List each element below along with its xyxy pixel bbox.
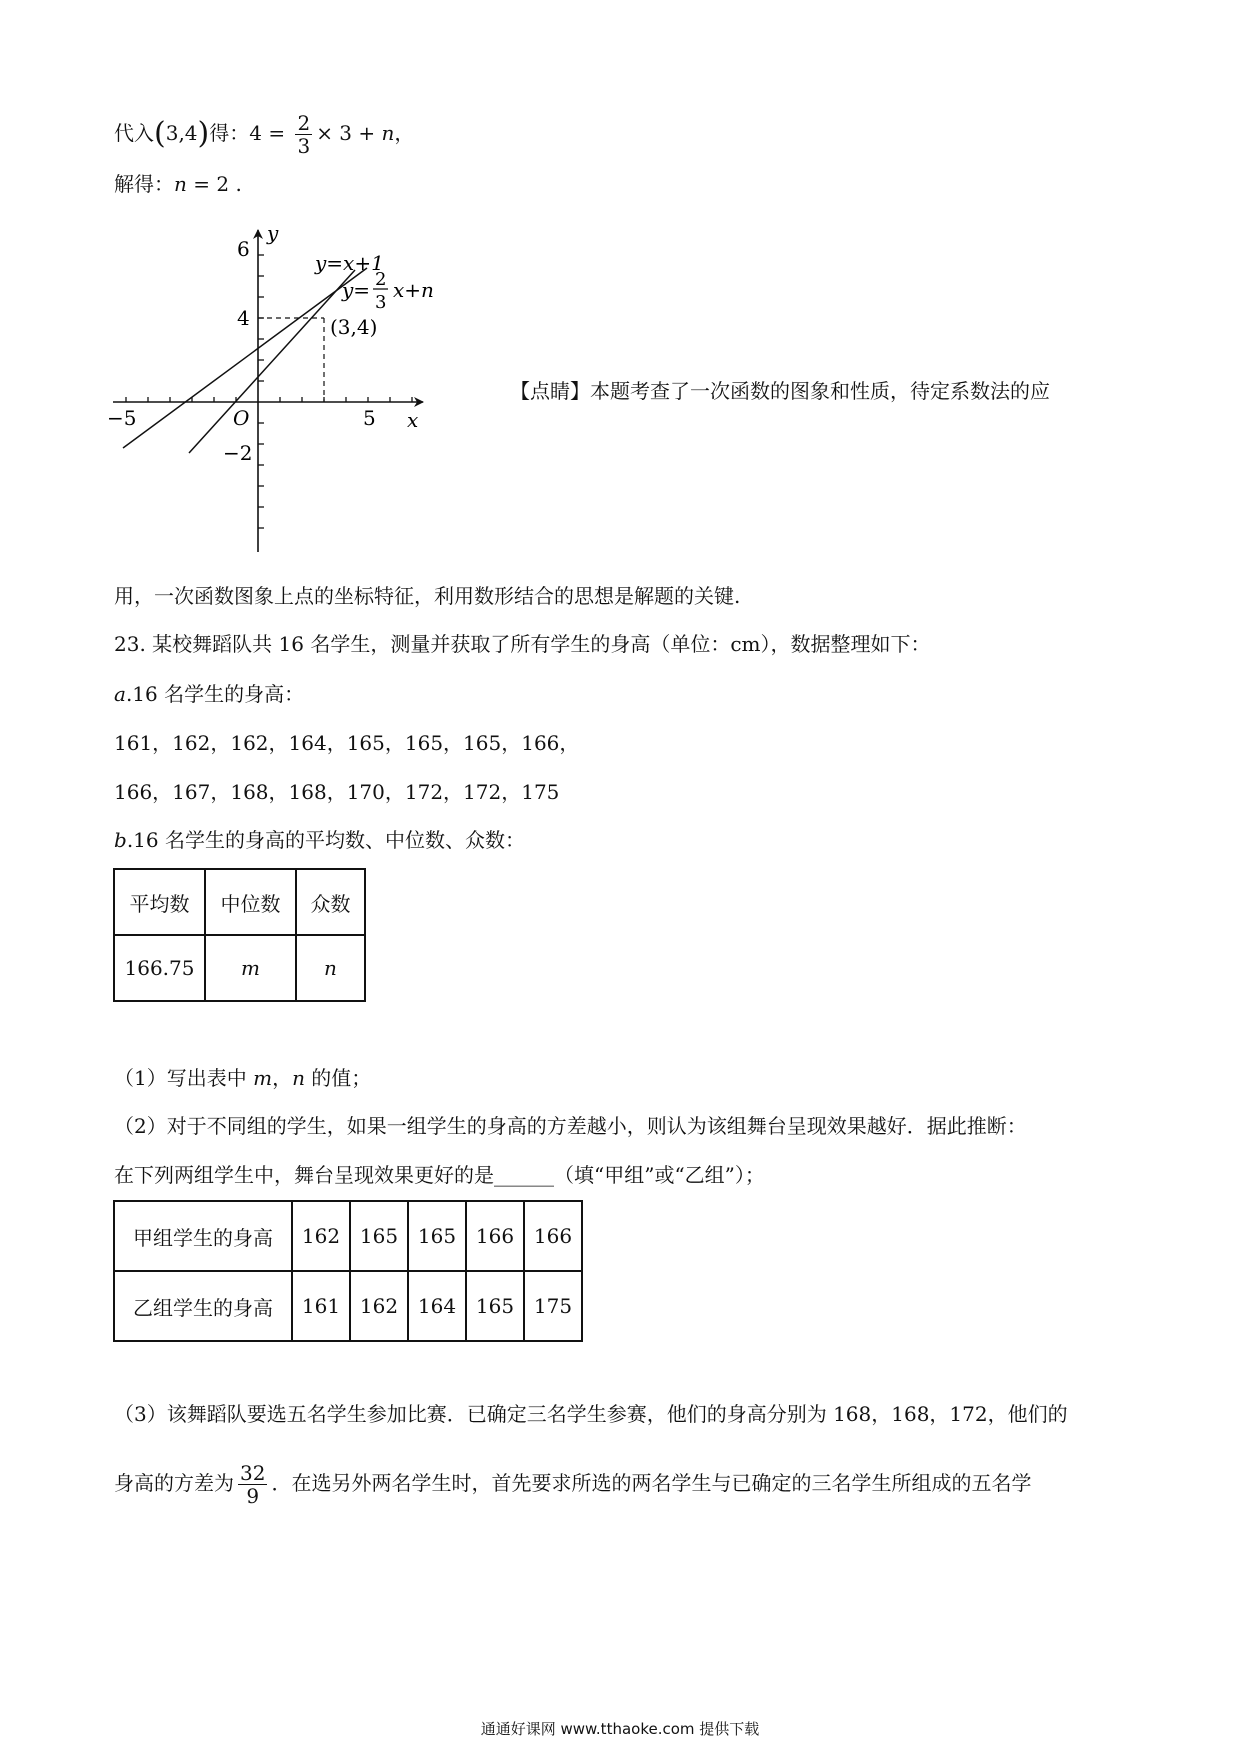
tick-label-neg5: −5 (107, 406, 137, 430)
text: 解得： (114, 172, 174, 196)
footer: 通通好课网 www.tthaoke.com 提供下载 (480, 1720, 760, 1738)
paren-close: ) (197, 116, 210, 151)
point-coords: 3,4 (165, 121, 198, 145)
line2-label-suffix: x+n (393, 278, 434, 302)
cell: 165 (408, 1201, 466, 1271)
header-mean: 平均数 (114, 869, 205, 935)
paren-open: ( (154, 116, 166, 151)
heights-row-1: 161，162，162，164，165，165，165，166， (114, 731, 580, 755)
row-label-group-b: 乙组学生的身高 (114, 1271, 292, 1341)
group-table (113, 1200, 583, 1342)
line-y-x-plus-1 (189, 270, 355, 453)
table-row (114, 1201, 582, 1271)
text: = 2 . (186, 172, 242, 196)
line2-fraction-denominator: 3 (375, 292, 387, 313)
value-median: m (205, 935, 296, 1001)
part-b-heading (114, 826, 525, 854)
table-row (114, 869, 365, 935)
origin-label: O (233, 406, 250, 430)
fraction-numerator: 32 (240, 1461, 266, 1485)
value-mode: n (296, 935, 365, 1001)
x-axis-label: x (407, 408, 419, 432)
cell: 165 (466, 1271, 524, 1341)
text: .16 名学生的身高的平均数、中位数、众数： (126, 828, 525, 852)
cell: 162 (350, 1271, 408, 1341)
text: .16 名学生的身高： (125, 682, 305, 706)
part-3-line-2 (114, 1462, 1031, 1507)
value-mean: 166.75 (114, 935, 205, 1001)
tick-label-5: 5 (363, 406, 376, 430)
header-mode: 众数 (296, 869, 365, 935)
fraction-denominator: 3 (297, 134, 311, 158)
var-m: m (253, 1066, 273, 1090)
table-row (114, 1271, 582, 1341)
stats-table (113, 868, 366, 1002)
header-median: 中位数 (205, 869, 296, 935)
fraction-numerator: 2 (297, 111, 311, 135)
line2-fraction-numerator: 2 (375, 269, 387, 290)
var-n: n (292, 1066, 305, 1090)
line2-label-prefix: y= (342, 278, 371, 302)
cell: 165 (350, 1201, 408, 1271)
text: ， (394, 121, 415, 145)
equation-rhs: × 3 + (316, 121, 382, 145)
table-row (114, 935, 365, 1001)
text: 得： (209, 121, 250, 145)
fraction (295, 112, 312, 157)
fraction (238, 1462, 267, 1507)
tick-label-neg2: −2 (223, 441, 253, 465)
part-2-line-2: 在下列两组学生中，舞台呈现效果更好的是______（填“甲组”或“乙组”）； (114, 1163, 765, 1187)
label-b: b (114, 828, 127, 852)
text: 代入 (114, 121, 154, 145)
part-2-line-1: （2）对于不同组的学生，如果一组学生的身高的方差越小，则认为该组舞台呈现效果越好．据此推断： (114, 1114, 1027, 1138)
text: ．在选另外两名学生时，首先要求所选的两名学生与已确定的三名学生所组成的五名学 (271, 1471, 1032, 1495)
line1-label: y=x+1 (315, 251, 384, 275)
text: 的值； (304, 1066, 372, 1090)
part-a-heading (114, 680, 304, 708)
text: 身高的方差为 (114, 1471, 234, 1495)
cell: 166 (466, 1201, 524, 1271)
equation-lhs: 4 = (249, 121, 292, 145)
text: ， (272, 1066, 293, 1090)
label-a: a (114, 682, 126, 706)
var-n: n (381, 121, 395, 145)
cell: 162 (292, 1201, 350, 1271)
y-axis-label: y (267, 222, 279, 245)
part-3-line-1: （3）该舞蹈队要选五名学生参加比赛．已确定三名学生参赛，他们的身高分别为 168，168，172，他们的 (114, 1402, 1068, 1426)
tick-label-4: 4 (237, 306, 250, 330)
substitution-line (114, 112, 414, 157)
question-23: 23. 某校舞蹈队共 16 名学生，测量并获取了所有学生的身高（单位：cm），数据整理如下： (114, 632, 931, 656)
text: （1）写出表中 (114, 1066, 254, 1090)
comment-tail: 用，一次函数图象上点的坐标特征，利用数形结合的思想是解题的关键. (114, 584, 741, 608)
cell: 164 (408, 1271, 466, 1341)
comment-head: 【点睛】本题考查了一次函数的图象和性质，待定系数法的应 (510, 379, 1050, 403)
y-ticks (258, 255, 264, 528)
var-n: n (174, 172, 187, 196)
tick-label-6: 6 (237, 237, 250, 261)
part-1 (114, 1064, 371, 1092)
function-graph (105, 222, 480, 557)
fraction-denominator: 9 (246, 1484, 260, 1508)
cell: 161 (292, 1271, 350, 1341)
solve-line (114, 170, 242, 198)
row-label-group-a: 甲组学生的身高 (114, 1201, 292, 1271)
point-label: (3,4) (330, 315, 378, 339)
cell: 166 (524, 1201, 582, 1271)
cell: 175 (524, 1271, 582, 1341)
heights-row-2: 166，167，168，168，170，172，172，175 (114, 780, 560, 804)
